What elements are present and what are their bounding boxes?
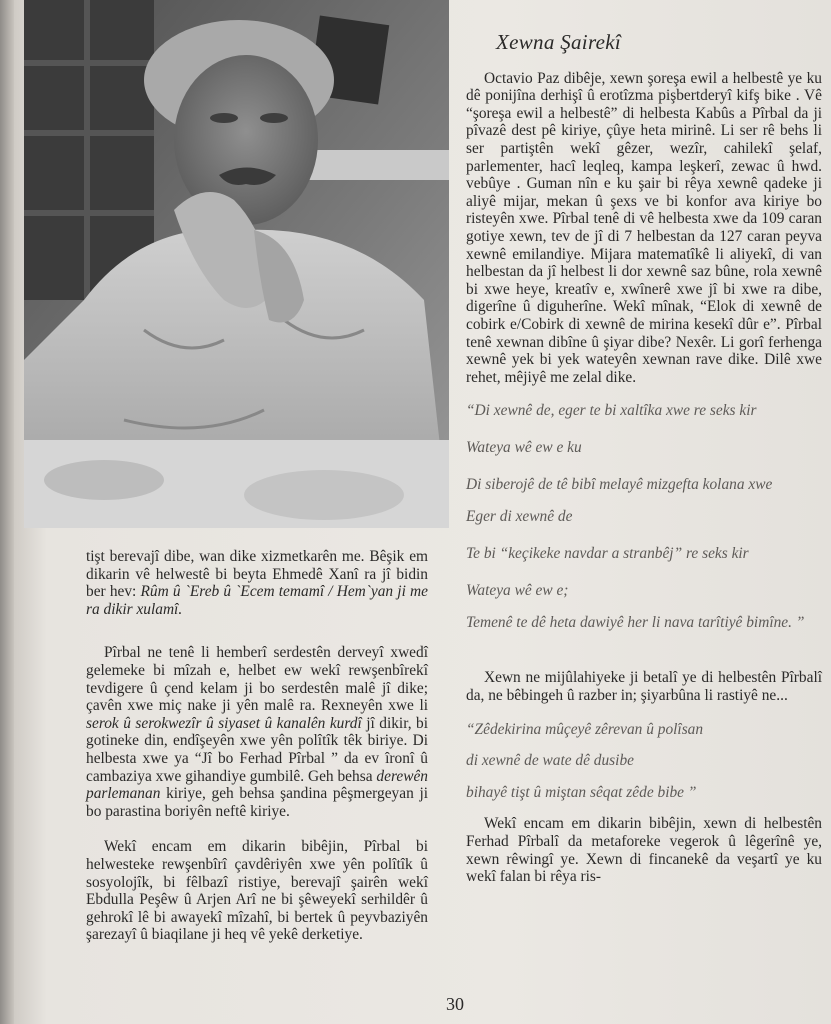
left-paragraph-2-italic-1: serok û serokwezîr û siyaset û kanalên kurdî [86, 714, 362, 732]
left-paragraph-2-text-c: kiriye, geh behsa şandina pêşmergeyan ji bo parastina boriyên neftê kiriye. [86, 785, 428, 820]
left-paragraph-2-text-a: Pîrbal ne tenê li hemberî serdestên derveyî xwedî gelemeke bi mîzah e, helbet ew wekî rewşenbîrekî tevdigere û çend kelam ji bo serdestên malê jî dike; çavên xwe miç nake ji yên malê ra. Rexneyên xwe li [86, 644, 428, 715]
poem-1-line: Te bi “keçikeke navdar a stranbêj” re seks kir [466, 545, 749, 563]
right-column [466, 24, 822, 886]
left-paragraph-2-italic-2: derewên parlemanan [86, 767, 428, 803]
left-paragraph-2-text-b: jî dikir, bi gotineke din, endîşeyên xwe yên polîtîk têk biriye. Di helbesta xwe ya “Jî bo Ferhad Pîrbal ” da ev îronî û cambaziya xwe gihandiye gumbilê. Geh behsa [86, 714, 428, 785]
author-photo [24, 0, 449, 528]
poem-1-line: Wateya wê ew e; [466, 582, 569, 600]
poem-1 [466, 402, 822, 631]
poem-2-line: “Zêdekirina mûçeyê zêrevan û polîsan [466, 720, 704, 738]
poem-1-line: Temenê te dê heta dawiyê her li nava tarîtiyê bimîne. ” [466, 613, 805, 631]
photo-illustration [24, 0, 449, 528]
page-number: 30 [446, 994, 464, 1014]
right-paragraph-2: Xewn ne mijûlahiyeke ji betalî ye di helbestên Pîrbalî da, ne bêbingeh û razber in; şiyarbûna li rastiyê ne... [466, 669, 822, 705]
section-title: Xewna Şairekî [496, 30, 622, 54]
poem-2-line: di xewnê de wate dê dusibe [466, 752, 634, 770]
left-column [86, 548, 428, 944]
poem-1-line: “Di xewnê de, eger te bi xaltîka xwe re seks kir [466, 402, 757, 420]
left-paragraph-2 [86, 644, 428, 820]
poem-1-line: Di siberojê de tê bibî melayê mizgefta kolana xwe [466, 476, 773, 494]
book-binding [0, 0, 14, 1024]
xani-quote: Rûm û `Ereb û `Ecem temamî / Hem`yan ji me ra dikir xulamî. [86, 583, 428, 618]
left-paragraph-1 [86, 548, 428, 618]
left-paragraph-3: Wekî encam em dikarin bibêjin, Pîrbal bi helwesteke rewşenbîrî çavdêriyên xwe yên polîtîk û sosyolojîk, bi fêlbazî ristiye, berevajî şairên wekî Ebdulla Peşêw û Arjen Arî ne bi şêweyekî serhildêr û gehrokî lê bi awayekî mîzahî, bi bertek û peyvbaziyên şarezayî û biaqilane ji heq vê yekê derketiye. [86, 838, 428, 944]
poem-1-line: Wateya wê ew e ku [466, 439, 582, 457]
right-paragraph-3: Wekî encam em dikarin bibêjin, xewn di helbestên Ferhad Pîrbalî da metaforeke vegerok û lêgerînê ye, xewn rêwingî ye. Xewn di fincanekê da veşartî ye ku wekî falan bi rêya ris- [466, 815, 822, 886]
poem-1-line: Eger di xewnê de [466, 508, 573, 526]
poem-2 [466, 721, 822, 802]
poem-2-line: bihayê tişt û miştan sêqat zêde bibe ” [466, 783, 697, 801]
right-paragraph-1: Octavio Paz dibêje, xewn şoreşa ewil a helbestê ye ku dê ponijîna derhişî û erotîzma pişbertderyî kifş bike . Vê “şoreşa ewil a helbestê” di helbesta Kabûs a Pîrbal da ji pîvazê dest pê kiriye, çûye heta mirinê. Li ser rê behs li ser partiştên wekî gêzer, wezîr, cahilekî şelaf, parlementer, hacî leqleq, kampa leşkerî, zewac û hwd. vebûye . Guman nîn e ku şair bi rêya xewnê qadeke ji aliyê mijar, mekan û şexs ve bi konfor ava kiriye bo risteyên xwe. Pîrbal tenê di vê helbesta xwe da 109 caran gotiye xewn, tev de jî di 7 helbestan da 127 caran peyva xewnê emilandiye. Mijara matematîkê li aliyekî, di van helbestan da jî helbest li dor xewnê saz bûne, rola xewnê bi xwe heye, kreatîv e, xwînerê xwe jî bi xwe ra dibe, digerîne û diguherîne. Wekî mînak, “Elok di xewnê de cobirk e/Cobirk di xewnê de mirina kesekî dûr e”. Pîrbal tenê xewnan dibîne û şiyar dibe? Nexêr. Li gorî ferhenga xewnê yek bi yek wateyên xewnan rave dike. Dilê xwe rehet, mêjiyê me zelal dike. [466, 69, 822, 386]
left-paragraph-1-text: tişt berevajî dibe, wan dike xizmetkarên me. Bêşik em dikarin vê helwestê bi beyta Ehmedê Xanî ra jî bidin ber hev: [86, 548, 428, 601]
